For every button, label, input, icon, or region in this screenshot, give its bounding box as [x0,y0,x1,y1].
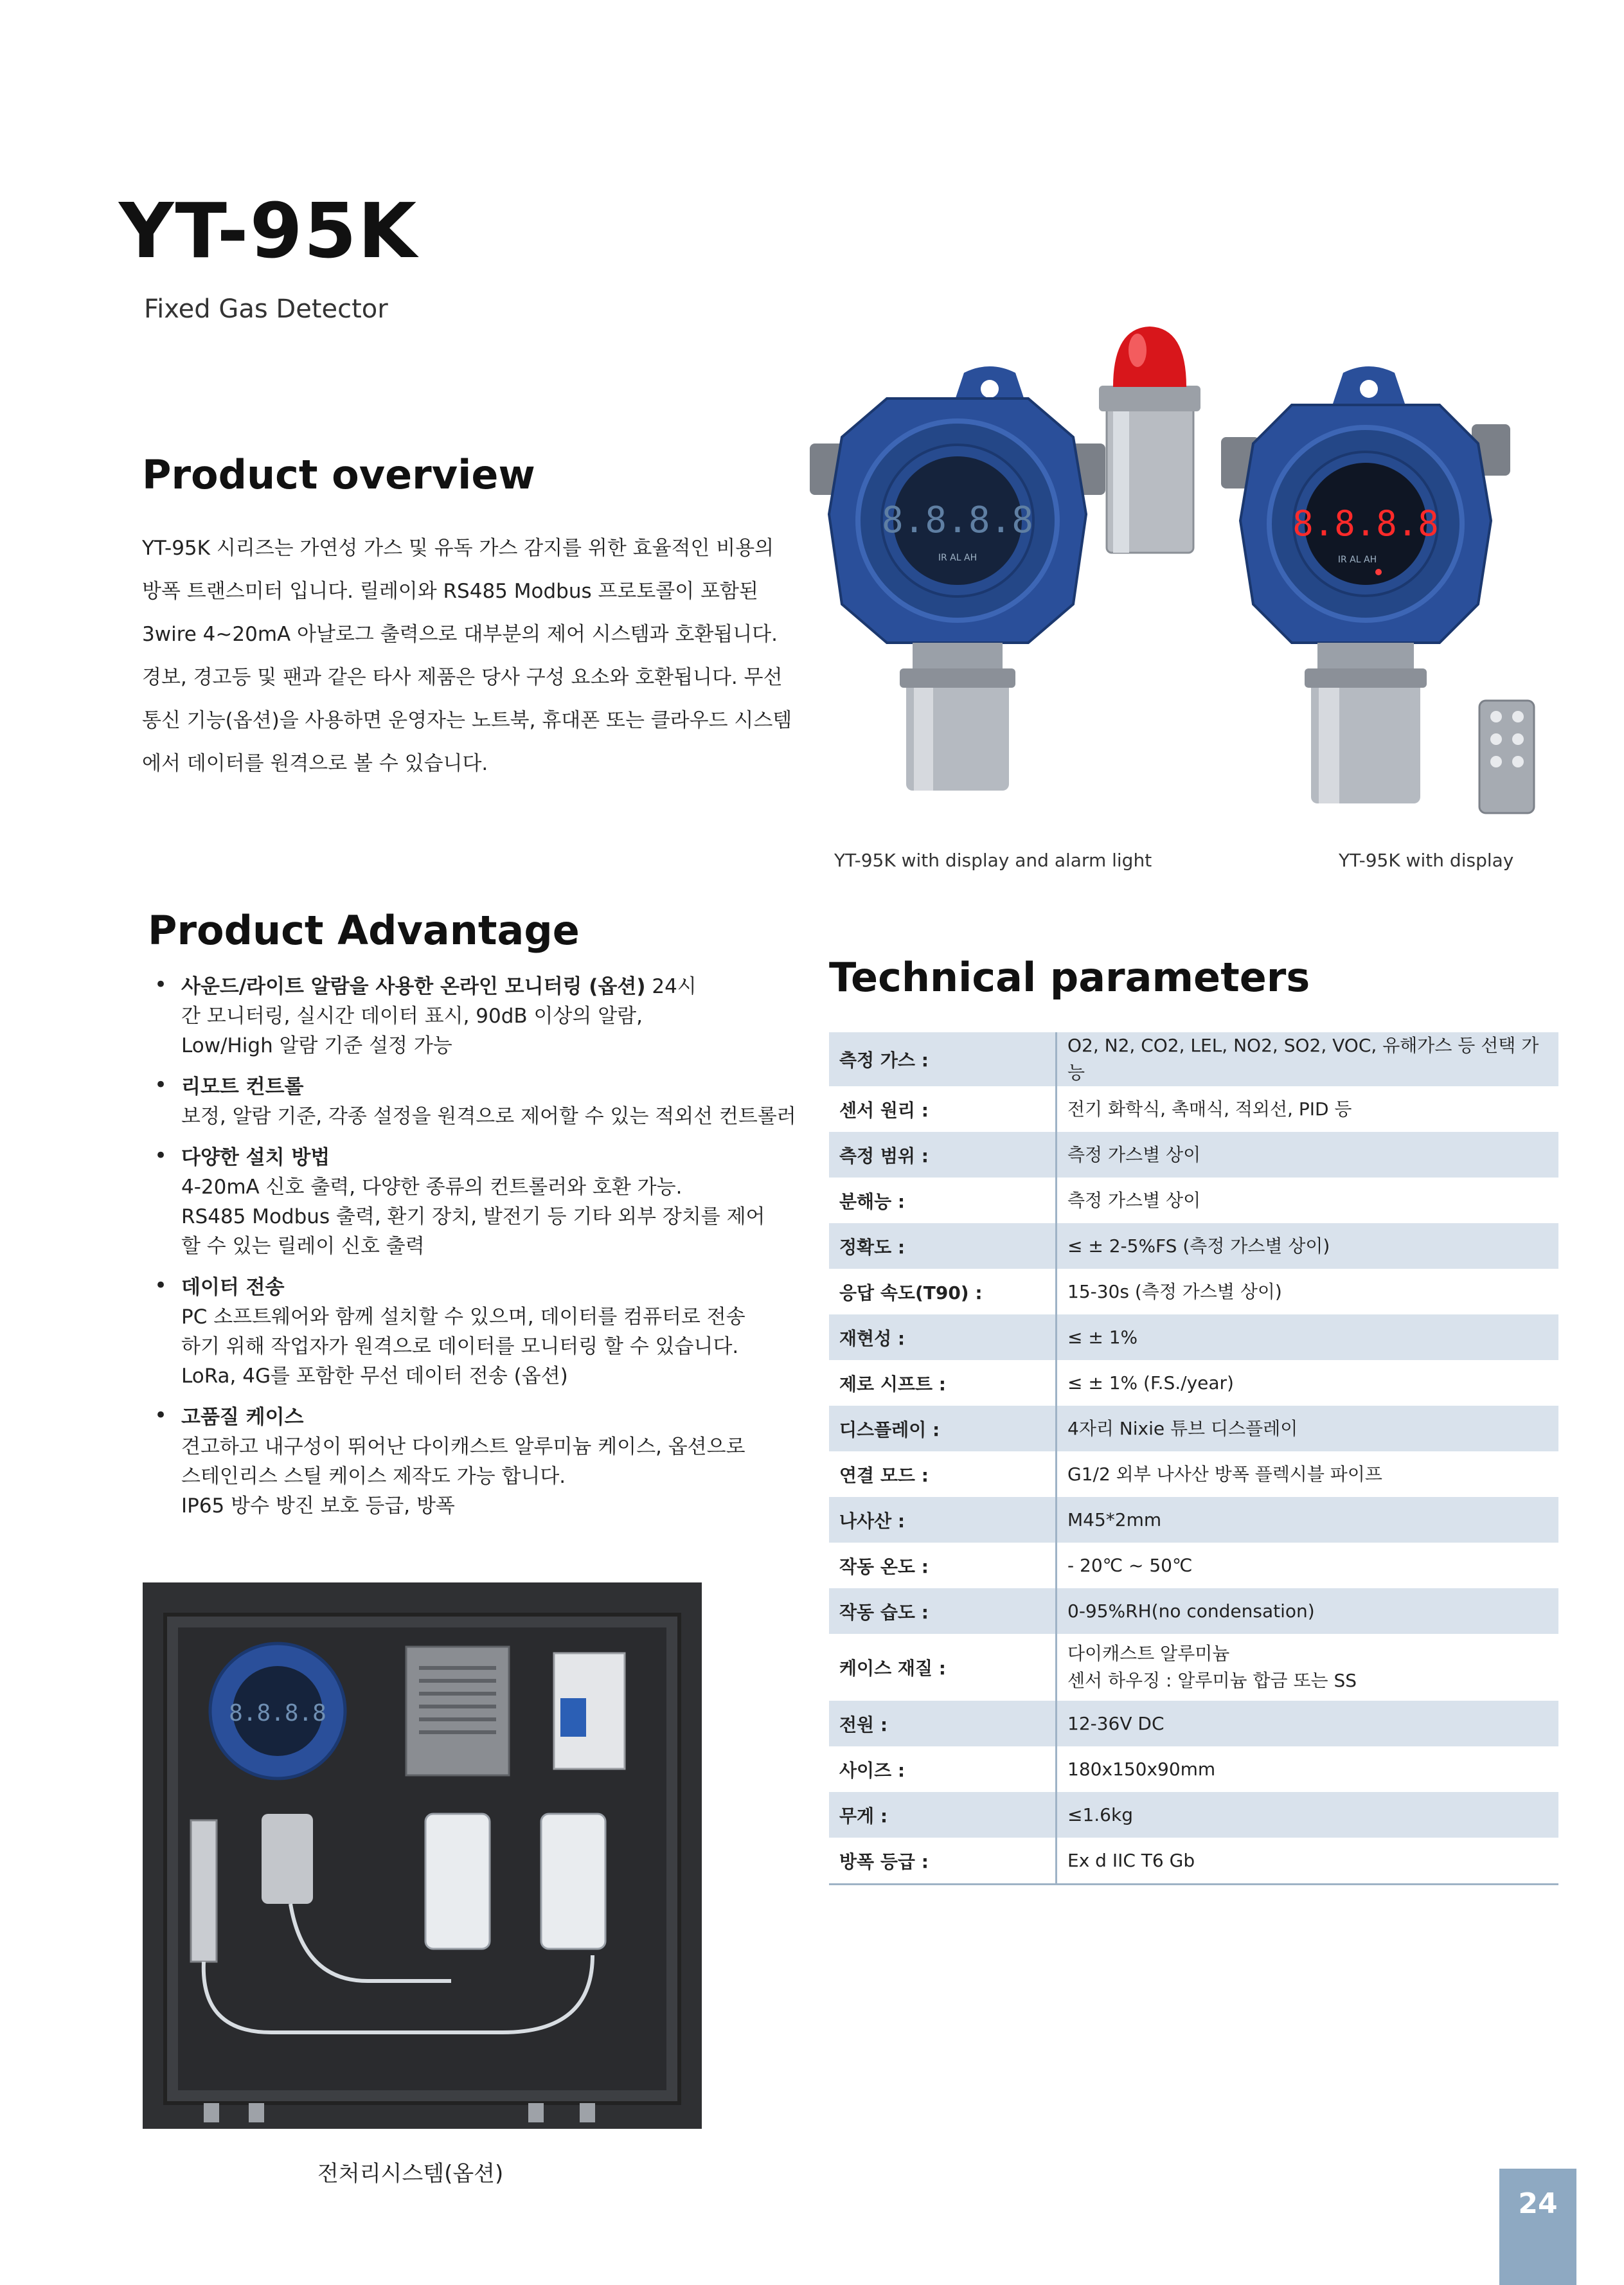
param-value: ≤ ± 1% [1057,1314,1559,1360]
table-row [829,1838,1558,1885]
overview-line: 3wire 4~20mA 아날로그 출력으로 대부분의 제어 시스템과 호환됩니다. [142,623,778,646]
advantage-head: 고품질 케이스 [181,1406,304,1429]
param-value: 12-36V DC [1057,1701,1559,1746]
param-key: 디스플레이 : [829,1406,1057,1451]
param-key: 재현성 : [829,1314,1057,1360]
advantage-line: 스테인리스 스틸 케이스 제작도 가능 합니다. [181,1465,566,1488]
param-value: ≤ ± 2-5%FS (측정 가스별 상이) [1057,1223,1559,1269]
model-title: YT-95K [119,186,418,275]
advantage-line: 견고하고 내구성이 뛰어난 다이캐스트 알루미늄 케이스, 옵션으로 [181,1435,745,1458]
table-row [829,1086,1558,1132]
advantage-head: 리모트 컨트롤 [181,1075,304,1098]
param-value: 측정 가스별 상이 [1067,1189,1201,1211]
caption-detector-alarm: YT-95K with display and alarm light [834,850,1152,871]
tech-title: Technical parameters [829,954,1310,1001]
param-value: 4자리 Nixie 튜브 디스플레이 [1057,1406,1559,1451]
param-key: 응답 속도(T90) : [829,1269,1057,1314]
table-row [829,1314,1558,1360]
detector-with-display-photo [1221,347,1555,823]
table-row [829,1132,1558,1178]
param-key: 사이즈 : [829,1746,1057,1792]
table-row [829,1746,1558,1792]
param-value: M45*2mm [1057,1497,1559,1543]
advantage-line: PC 소프트웨어와 함께 설치할 수 있으며, 데이터를 컴퓨터로 전송 [181,1305,745,1329]
preprocess-caption: 전처리시스템(옵션) [317,2161,504,2187]
caption-detector-display: YT-95K with display [1339,850,1514,871]
advantage-line: Low/High 알람 기준 설정 가능 [181,1034,452,1057]
advantage-line: 4-20mA 신호 출력, 다양한 종류의 컨트롤러와 호환 가능. [181,1176,683,1199]
left-led-labels: IR AL AH [938,553,977,563]
table-row [829,1634,1558,1701]
table-row [829,1588,1558,1634]
param-value: Ex d IIC T6 Gb [1057,1838,1559,1885]
param-key: 방폭 등급 : [829,1838,1057,1885]
advantage-line: IP65 방수 방진 보호 등급, 방폭 [181,1494,455,1518]
table-row [829,1269,1558,1314]
param-key: 센서 원리 : [829,1086,1057,1132]
advantage-item [154,1402,797,1521]
table-row [829,1032,1558,1086]
advantage-line: 할 수 있는 릴레이 신호 출력 [181,1235,425,1258]
bullet-icon: • [154,1143,168,1169]
page-number: 24 [1499,2169,1576,2285]
param-key: 측정 범위 : [829,1132,1057,1178]
param-key: 측정 가스 : [829,1032,1057,1086]
advantage-line: 하기 위해 작업자가 원격으로 데이터를 모니터링 할 수 있습니다. [181,1335,739,1358]
param-key: 케이스 재질 : [829,1634,1057,1701]
overview-title: Product overview [142,451,535,498]
param-key: 연결 모드 : [829,1451,1057,1497]
param-key: 작동 온도 : [829,1543,1057,1588]
advantage-head: 데이터 전송 [181,1276,285,1299]
param-value: 측정 가스별 상이 [1057,1132,1559,1178]
advantage-item [154,1143,797,1261]
param-key: 작동 습도 : [829,1588,1057,1634]
advantage-line: 간 모니터링, 실시간 데이터 표시, 90dB 이상의 알람, [181,1005,643,1028]
table-row [829,1360,1558,1406]
preprocessing-system-photo [143,1582,702,2142]
left-display-digits: 8.8.8.8 [881,499,1034,541]
advantage-item [154,1072,797,1131]
param-key: 나사산 : [829,1497,1057,1543]
advantage-head: 다양한 설치 방법 [181,1146,330,1169]
bullet-icon: • [154,972,168,998]
table-row [829,1701,1558,1746]
param-value: 180x150x90mm [1067,1758,1216,1780]
advantage-list [154,972,797,1532]
param-value: ≤ ± 1% (F.S./year) [1067,1372,1234,1393]
preprocess-display-digits: 8.8.8.8 [229,1700,326,1726]
param-value: 다이캐스트 알루미늄 센서 하우징 : 알루미늄 합금 또는 SS [1067,1643,1357,1691]
right-led-labels: IR AL AH [1337,555,1377,565]
param-value: O2, N2, CO2, LEL, NO2, SO2, VOC, 유해가스 등 선택 가능 [1057,1032,1559,1086]
overview-line: 경보, 경고등 및 팬과 같은 타사 제품은 당사 구성 요소와 호환됩니다. 무선 [142,666,783,689]
bullet-icon: • [154,1402,168,1428]
table-row [829,1543,1558,1588]
overview-line: 방폭 트랜스미터 입니다. 릴레이와 RS485 Modbus 프로토콜이 포함된 [142,580,758,603]
advantage-line: 보정, 알람 기준, 각종 설정을 원격으로 제어할 수 있는 적외선 컨트롤러 [181,1105,796,1128]
param-value: 0-95%RH(no condensation) [1057,1588,1559,1634]
advantage-line: RS485 Modbus 출력, 환기 장치, 발전기 등 기타 외부 장치를 제어 [181,1205,765,1228]
overview-line: 에서 데이터를 원격으로 볼 수 있습니다. [142,752,488,775]
advantage-title: Product Advantage [148,907,580,954]
param-key: 분해능 : [829,1178,1057,1223]
bullet-icon: • [154,1273,168,1298]
table-row [829,1497,1558,1543]
param-key: 전원 : [829,1701,1057,1746]
bullet-icon: • [154,1072,168,1098]
overview-text [142,527,792,785]
detector-with-alarm-light-photo [797,321,1215,823]
param-value: - 20℃ ~ 50℃ [1067,1554,1193,1576]
param-value: 15-30s (측정 가스별 상이) [1067,1280,1282,1302]
param-key: 제로 시프트 : [829,1360,1057,1406]
right-display-digits: 8.8.8.8 [1292,503,1439,544]
advantage-item [154,1273,797,1391]
table-row [829,1406,1558,1451]
table-row [829,1792,1558,1838]
overview-line: 통신 기능(옵션)을 사용하면 운영자는 노트북, 휴대폰 또는 클라우드 시스템 [142,709,792,732]
tech-table [829,1032,1558,1885]
param-value: ≤1.6kg [1057,1792,1559,1838]
advantage-head: 사운드/라이트 알람을 사용한 온라인 모니터링 (옵션) 24시 [181,975,697,998]
model-subtitle: Fixed Gas Detector [144,294,388,324]
param-value: G1/2 외부 나사산 방폭 플렉시블 파이프 [1067,1463,1382,1485]
advantage-line: LoRa, 4G를 포함한 무선 데이터 전송 (옵션) [181,1365,568,1388]
advantage-item [154,972,797,1061]
overview-line: YT-95K 시리즈는 가연성 가스 및 유독 가스 감지를 위한 효율적인 비용의 [142,537,774,560]
table-row [829,1223,1558,1269]
param-key: 무게 : [829,1792,1057,1838]
table-row [829,1178,1558,1223]
param-value: 전기 화학식, 촉매식, 적외선, PID 등 [1067,1098,1352,1120]
param-key: 정확도 : [829,1223,1057,1269]
table-row [829,1451,1558,1497]
